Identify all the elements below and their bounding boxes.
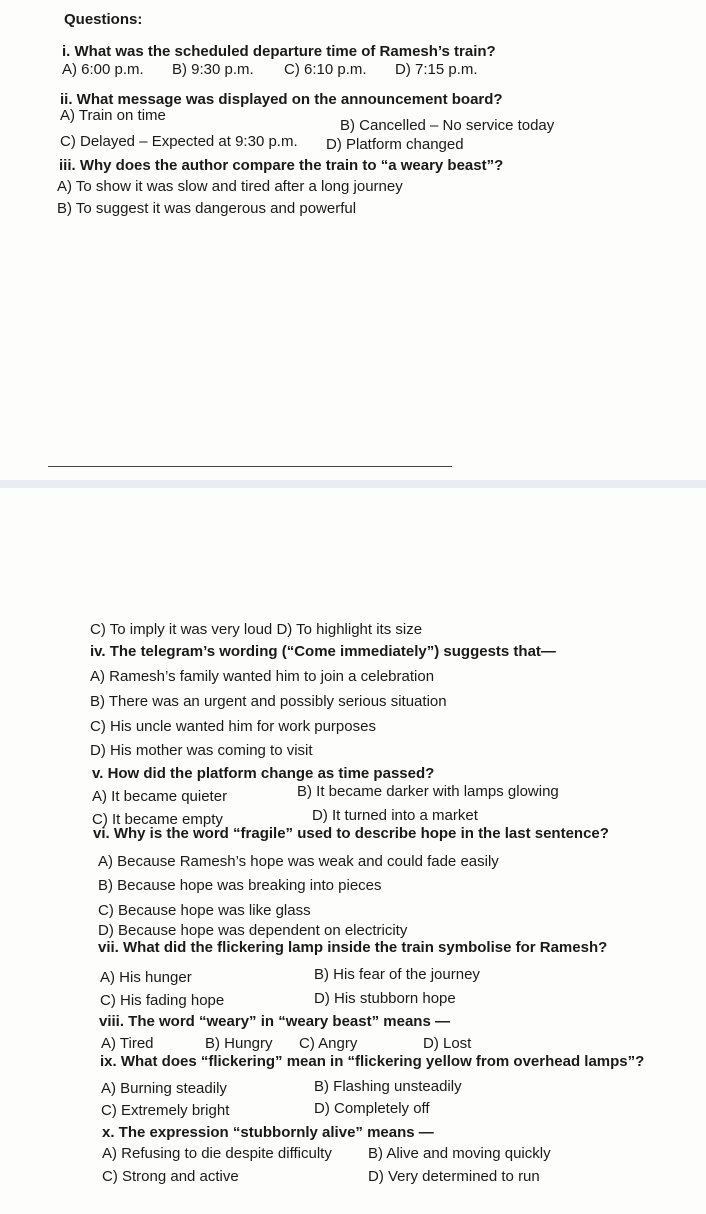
q9-option-c: C) Extremely bright: [101, 1102, 230, 1119]
question-5: v. How did the platform change as time passed?: [92, 765, 435, 782]
q4-option-a: A) Ramesh’s family wanted him to join a celebration: [90, 668, 435, 685]
q6-option-c: C) Because hope was like glass: [98, 902, 311, 919]
q7-option-c: C) His fading hope: [100, 992, 225, 1009]
q3-option-a: A) To show it was slow and tired after a long journey: [57, 178, 403, 195]
q5-option-b: B) It became darker with lamps glowing: [297, 783, 559, 800]
page-bottom: [0, 488, 706, 1214]
q6-option-a: A) Because Ramesh’s hope was weak and could fade easily: [98, 853, 499, 870]
question-8: viii. The word “weary” in “weary beast” means —: [99, 1013, 450, 1030]
q6-option-d: D) Because hope was dependent on electricity: [98, 922, 408, 939]
q6-option-b: B) Because hope was breaking into pieces: [98, 877, 382, 894]
q5-option-a: A) It became quieter: [92, 788, 228, 805]
q8-option-d: D) Lost: [423, 1035, 472, 1052]
q8-option-b: B) Hungry: [205, 1035, 273, 1052]
q7-option-d: D) His stubborn hope: [314, 990, 456, 1007]
q2-option-a: A) Train on time: [60, 107, 166, 124]
question-3: iii. Why does the author compare the train to “a weary beast”?: [59, 157, 504, 174]
q2-option-d: D) Platform changed: [326, 136, 464, 153]
question-6: vi. Why is the word “fragile” used to describe hope in the last sentence?: [93, 825, 609, 842]
q1-option-c: C) 6:10 p.m.: [284, 61, 367, 78]
q8-option-c: C) Angry: [299, 1035, 358, 1052]
page-gap: [0, 480, 706, 488]
q4-option-d: D) His mother was coming to visit: [90, 742, 313, 759]
q9-option-a: A) Burning steadily: [101, 1080, 227, 1097]
q3-option-b: B) To suggest it was dangerous and powerful: [57, 200, 357, 217]
q4-option-b: B) There was an urgent and possibly serious situation: [90, 693, 447, 710]
divider-line: [48, 466, 452, 467]
q1-option-b: B) 9:30 p.m.: [172, 61, 254, 78]
q9-option-d: D) Completely off: [314, 1100, 430, 1117]
page-top: [0, 0, 706, 480]
q7-option-a: A) His hunger: [100, 969, 192, 986]
question-1: i. What was the scheduled departure time of Ramesh’s train?: [62, 43, 496, 60]
question-4: iv. The telegram’s wording (“Come immediately”) suggests that—: [90, 643, 556, 660]
questions-heading: Questions:: [64, 11, 143, 28]
question-10: x. The expression “stubbornly alive” means —: [102, 1124, 434, 1141]
q7-option-b: B) His fear of the journey: [314, 966, 480, 983]
q10-option-a: A) Refusing to die despite difficulty: [102, 1145, 332, 1162]
question-7: vii. What did the flickering lamp inside the train symbolise for Ramesh?: [98, 939, 608, 956]
question-2: ii. What message was displayed on the announcement board?: [60, 91, 503, 108]
q2-option-b: B) Cancelled – No service today: [340, 117, 555, 134]
q5-option-c: C) It became empty: [92, 811, 223, 828]
q10-option-c: C) Strong and active: [102, 1168, 239, 1185]
q8-option-a: A) Tired: [101, 1035, 154, 1052]
q4-option-c: C) His uncle wanted him for work purposes: [90, 718, 376, 735]
q5-option-d: D) It turned into a market: [312, 807, 478, 824]
q10-option-b: B) Alive and moving quickly: [368, 1145, 551, 1162]
q3-option-c-d: C) To imply it was very loud D) To highlight its size: [90, 621, 423, 638]
q9-option-b: B) Flashing unsteadily: [314, 1078, 462, 1095]
q1-option-d: D) 7:15 p.m.: [395, 61, 478, 78]
q1-option-a: A) 6:00 p.m.: [62, 61, 144, 78]
q2-option-c: C) Delayed – Expected at 9:30 p.m.: [60, 133, 298, 150]
q10-option-d: D) Very determined to run: [368, 1168, 540, 1185]
question-9: ix. What does “flickering” mean in “flickering yellow from overhead lamps”?: [100, 1053, 645, 1070]
